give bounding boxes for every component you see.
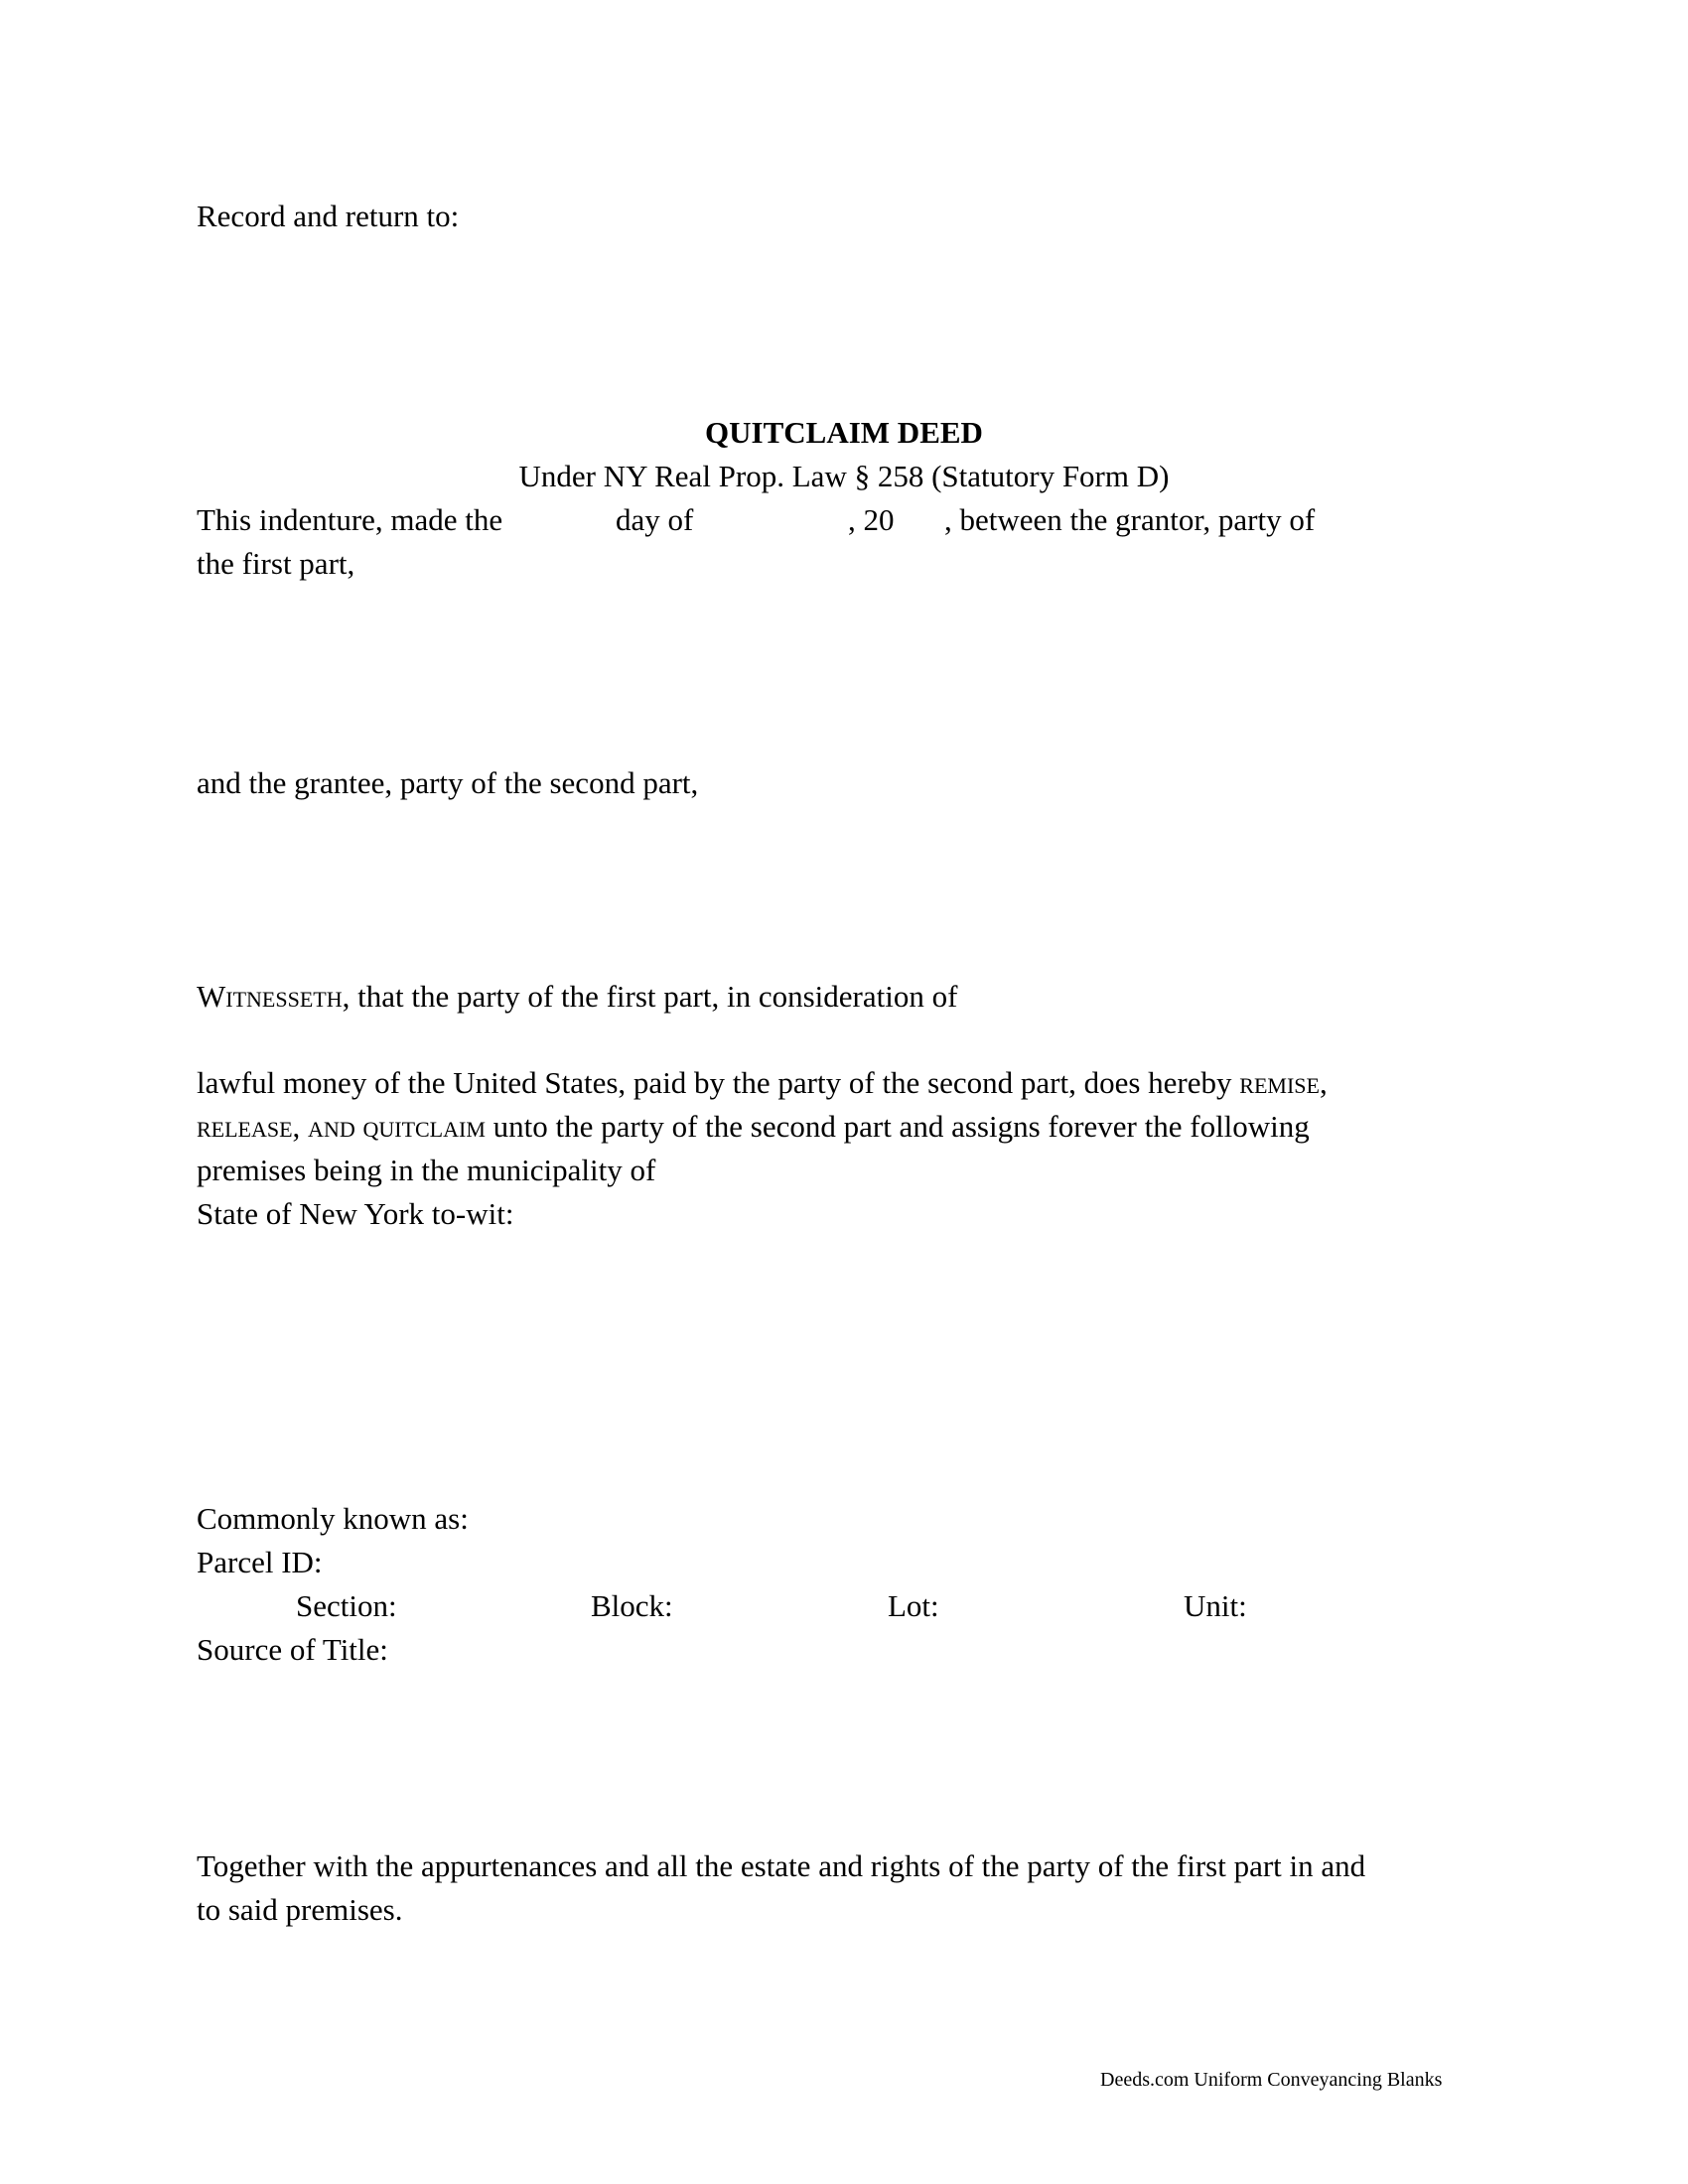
indenture-first-part: the first part,	[197, 546, 355, 581]
witnesseth-rest: , that the party of the first part, in consideration of	[342, 979, 958, 1014]
state-line: State of New York to-wit:	[197, 1196, 514, 1231]
footer-text: Deeds.com Uniform Conveyancing Blanks	[1100, 2069, 1443, 2091]
premises-line: premises being in the municipality of	[197, 1153, 656, 1187]
indenture-line	[197, 498, 1487, 542]
lot-label: Lot:	[888, 1588, 939, 1623]
unit-label: Unit:	[1184, 1588, 1247, 1623]
block-label: Block:	[591, 1588, 673, 1623]
commonly-known-label: Commonly known as:	[197, 1501, 469, 1536]
document-title: QUITCLAIM DEED	[705, 415, 983, 450]
grantee-line: and the grantee, party of the second part,	[197, 765, 699, 800]
record-return-label: Record and return to:	[197, 199, 460, 233]
source-of-title-label: Source of Title:	[197, 1632, 388, 1667]
together-line-1: Together with the appurtenances and all the estate and rights of the party of the first part in and	[197, 1848, 1366, 1883]
release-quitclaim-words: release, and quitclaim	[197, 1109, 486, 1144]
release-line-text: unto the party of the second part and assigns forever the following	[485, 1109, 1310, 1144]
lawful-money-line	[197, 1061, 1328, 1105]
parcel-id-label: Parcel ID:	[197, 1545, 323, 1579]
document-subtitle: Under NY Real Prop. Law § 258 (Statutory Form D)	[518, 459, 1170, 493]
section-label: Section:	[296, 1588, 397, 1623]
witnesseth-word: Witnesseth	[197, 979, 343, 1014]
release-line	[197, 1105, 1310, 1149]
indenture-year: , 20	[848, 502, 895, 537]
indenture-made-the: This indenture, made the	[197, 502, 503, 537]
together-line-2: to said premises.	[197, 1892, 403, 1927]
remise-word: remise,	[1239, 1065, 1328, 1100]
indenture-day-of: day of	[616, 502, 694, 537]
witnesseth-line	[197, 975, 957, 1019]
parcel-fields-row	[197, 1584, 1487, 1628]
indenture-between-grantor: , between the grantor, party of	[944, 502, 1316, 537]
lawful-money-text: lawful money of the United States, paid by the party of the second part, does hereby	[197, 1065, 1240, 1100]
